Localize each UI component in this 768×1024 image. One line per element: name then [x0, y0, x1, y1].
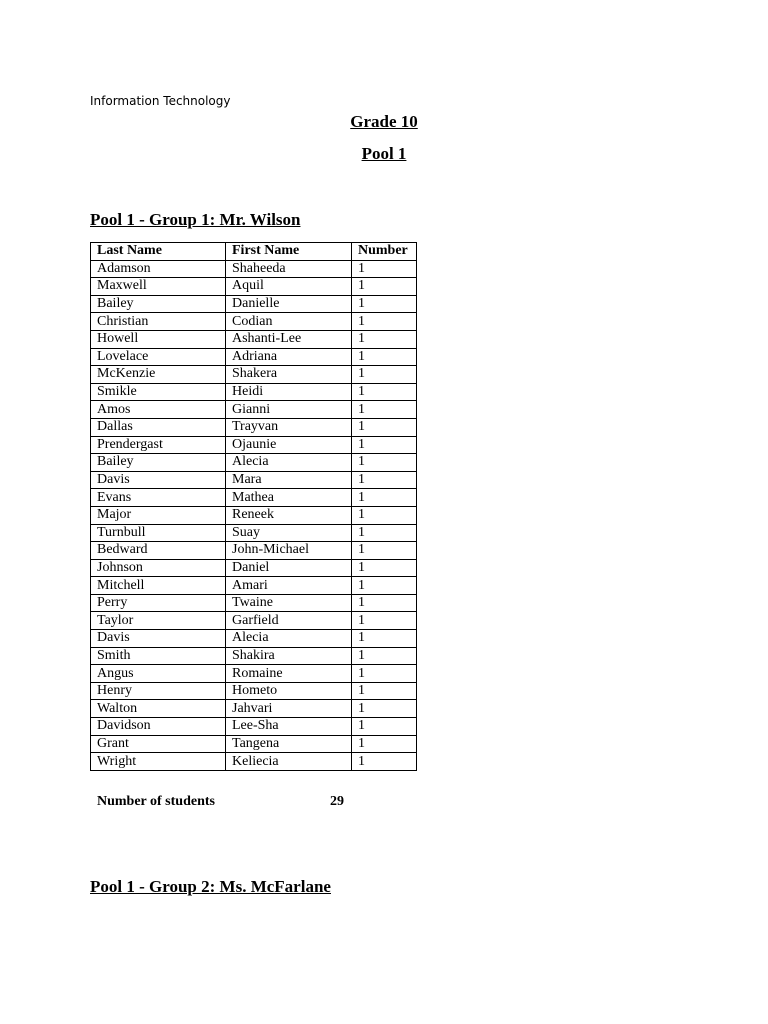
group1-roster-table — [90, 242, 417, 771]
first-name-cell: Danielle — [226, 295, 352, 313]
table-row — [91, 753, 417, 771]
number-cell: 1 — [352, 278, 417, 296]
first-name-cell: Mathea — [226, 489, 352, 507]
last-name-cell: McKenzie — [91, 366, 226, 384]
number-cell: 1 — [352, 471, 417, 489]
last-name-cell: Prendergast — [91, 436, 226, 454]
first-name-cell: Jahvari — [226, 700, 352, 718]
column-header-number: Number — [352, 243, 417, 261]
first-name-cell: Adriana — [226, 348, 352, 366]
pool-title: Pool 1 — [361, 144, 407, 163]
table-row — [91, 577, 417, 595]
number-cell: 1 — [352, 330, 417, 348]
number-cell: 1 — [352, 454, 417, 472]
first-name-cell: Tangena — [226, 735, 352, 753]
table-row — [91, 489, 417, 507]
table-row — [91, 471, 417, 489]
last-name-cell: Wright — [91, 753, 226, 771]
subject-label: Information Technology — [90, 94, 231, 108]
last-name-cell: Henry — [91, 682, 226, 700]
table-row — [91, 383, 417, 401]
table-row — [91, 647, 417, 665]
table-row — [91, 436, 417, 454]
table-row — [91, 682, 417, 700]
table-row — [91, 559, 417, 577]
number-cell: 1 — [352, 647, 417, 665]
table-row — [91, 735, 417, 753]
first-name-cell: John-Michael — [226, 542, 352, 560]
first-name-cell: Lee-Sha — [226, 718, 352, 736]
number-cell: 1 — [352, 489, 417, 507]
last-name-cell: Bailey — [91, 454, 226, 472]
first-name-cell: Romaine — [226, 665, 352, 683]
table-row — [91, 418, 417, 436]
first-name-cell: Aquil — [226, 278, 352, 296]
table-row — [91, 594, 417, 612]
first-name-cell: Hometo — [226, 682, 352, 700]
table-row — [91, 401, 417, 419]
group2-heading: Pool 1 - Group 2: Ms. McFarlane — [90, 877, 331, 896]
last-name-cell: Walton — [91, 700, 226, 718]
table-row — [91, 506, 417, 524]
grade-title: Grade 10 — [350, 112, 418, 131]
last-name-cell: Perry — [91, 594, 226, 612]
last-name-cell: Davidson — [91, 718, 226, 736]
last-name-cell: Smith — [91, 647, 226, 665]
number-cell: 1 — [352, 612, 417, 630]
number-cell: 1 — [352, 401, 417, 419]
last-name-cell: Howell — [91, 330, 226, 348]
first-name-cell: Alecia — [226, 630, 352, 648]
group1-heading: Pool 1 - Group 1: Mr. Wilson — [90, 210, 301, 229]
student-count-value: 29 — [330, 794, 344, 809]
number-cell: 1 — [352, 735, 417, 753]
first-name-cell: Amari — [226, 577, 352, 595]
first-name-cell: Keliecia — [226, 753, 352, 771]
last-name-cell: Grant — [91, 735, 226, 753]
last-name-cell: Davis — [91, 471, 226, 489]
number-cell: 1 — [352, 295, 417, 313]
table-row — [91, 330, 417, 348]
table-row — [91, 700, 417, 718]
number-cell: 1 — [352, 665, 417, 683]
first-name-cell: Shakira — [226, 647, 352, 665]
number-cell: 1 — [352, 260, 417, 278]
table-row — [91, 542, 417, 560]
number-cell: 1 — [352, 506, 417, 524]
last-name-cell: Johnson — [91, 559, 226, 577]
table-row — [91, 278, 417, 296]
first-name-cell: Shaheeda — [226, 260, 352, 278]
first-name-cell: Daniel — [226, 559, 352, 577]
last-name-cell: Smikle — [91, 383, 226, 401]
table-row — [91, 366, 417, 384]
last-name-cell: Evans — [91, 489, 226, 507]
number-cell: 1 — [352, 753, 417, 771]
first-name-cell: Mara — [226, 471, 352, 489]
table-row — [91, 612, 417, 630]
last-name-cell: Angus — [91, 665, 226, 683]
last-name-cell: Lovelace — [91, 348, 226, 366]
number-cell: 1 — [352, 436, 417, 454]
roster-body — [91, 260, 417, 770]
first-name-cell: Alecia — [226, 454, 352, 472]
first-name-cell: Reneek — [226, 506, 352, 524]
last-name-cell: Taylor — [91, 612, 226, 630]
table-row — [91, 665, 417, 683]
column-header-last-name: Last Name — [91, 243, 226, 261]
student-count-label: Number of students — [97, 794, 215, 809]
number-cell: 1 — [352, 630, 417, 648]
last-name-cell: Amos — [91, 401, 226, 419]
number-cell: 1 — [352, 559, 417, 577]
number-cell: 1 — [352, 348, 417, 366]
last-name-cell: Bailey — [91, 295, 226, 313]
last-name-cell: Christian — [91, 313, 226, 331]
first-name-cell: Heidi — [226, 383, 352, 401]
last-name-cell: Dallas — [91, 418, 226, 436]
table-row — [91, 348, 417, 366]
column-header-first-name: First Name — [226, 243, 352, 261]
table-row — [91, 524, 417, 542]
first-name-cell: Garfield — [226, 612, 352, 630]
last-name-cell: Davis — [91, 630, 226, 648]
number-cell: 1 — [352, 418, 417, 436]
number-cell: 1 — [352, 383, 417, 401]
first-name-cell: Codian — [226, 313, 352, 331]
first-name-cell: Trayvan — [226, 418, 352, 436]
last-name-cell: Bedward — [91, 542, 226, 560]
table-row — [91, 260, 417, 278]
table-header-row — [91, 243, 417, 261]
last-name-cell: Maxwell — [91, 278, 226, 296]
table-row — [91, 313, 417, 331]
number-cell: 1 — [352, 524, 417, 542]
first-name-cell: Ashanti-Lee — [226, 330, 352, 348]
first-name-cell: Suay — [226, 524, 352, 542]
last-name-cell: Adamson — [91, 260, 226, 278]
number-cell: 1 — [352, 594, 417, 612]
number-cell: 1 — [352, 577, 417, 595]
table-row — [91, 718, 417, 736]
number-cell: 1 — [352, 313, 417, 331]
first-name-cell: Ojaunie — [226, 436, 352, 454]
number-cell: 1 — [352, 542, 417, 560]
first-name-cell: Twaine — [226, 594, 352, 612]
number-cell: 1 — [352, 718, 417, 736]
number-cell: 1 — [352, 682, 417, 700]
last-name-cell: Mitchell — [91, 577, 226, 595]
last-name-cell: Turnbull — [91, 524, 226, 542]
table-row — [91, 454, 417, 472]
number-cell: 1 — [352, 366, 417, 384]
last-name-cell: Major — [91, 506, 226, 524]
table-row — [91, 295, 417, 313]
number-cell: 1 — [352, 700, 417, 718]
first-name-cell: Gianni — [226, 401, 352, 419]
table-row — [91, 630, 417, 648]
first-name-cell: Shakera — [226, 366, 352, 384]
